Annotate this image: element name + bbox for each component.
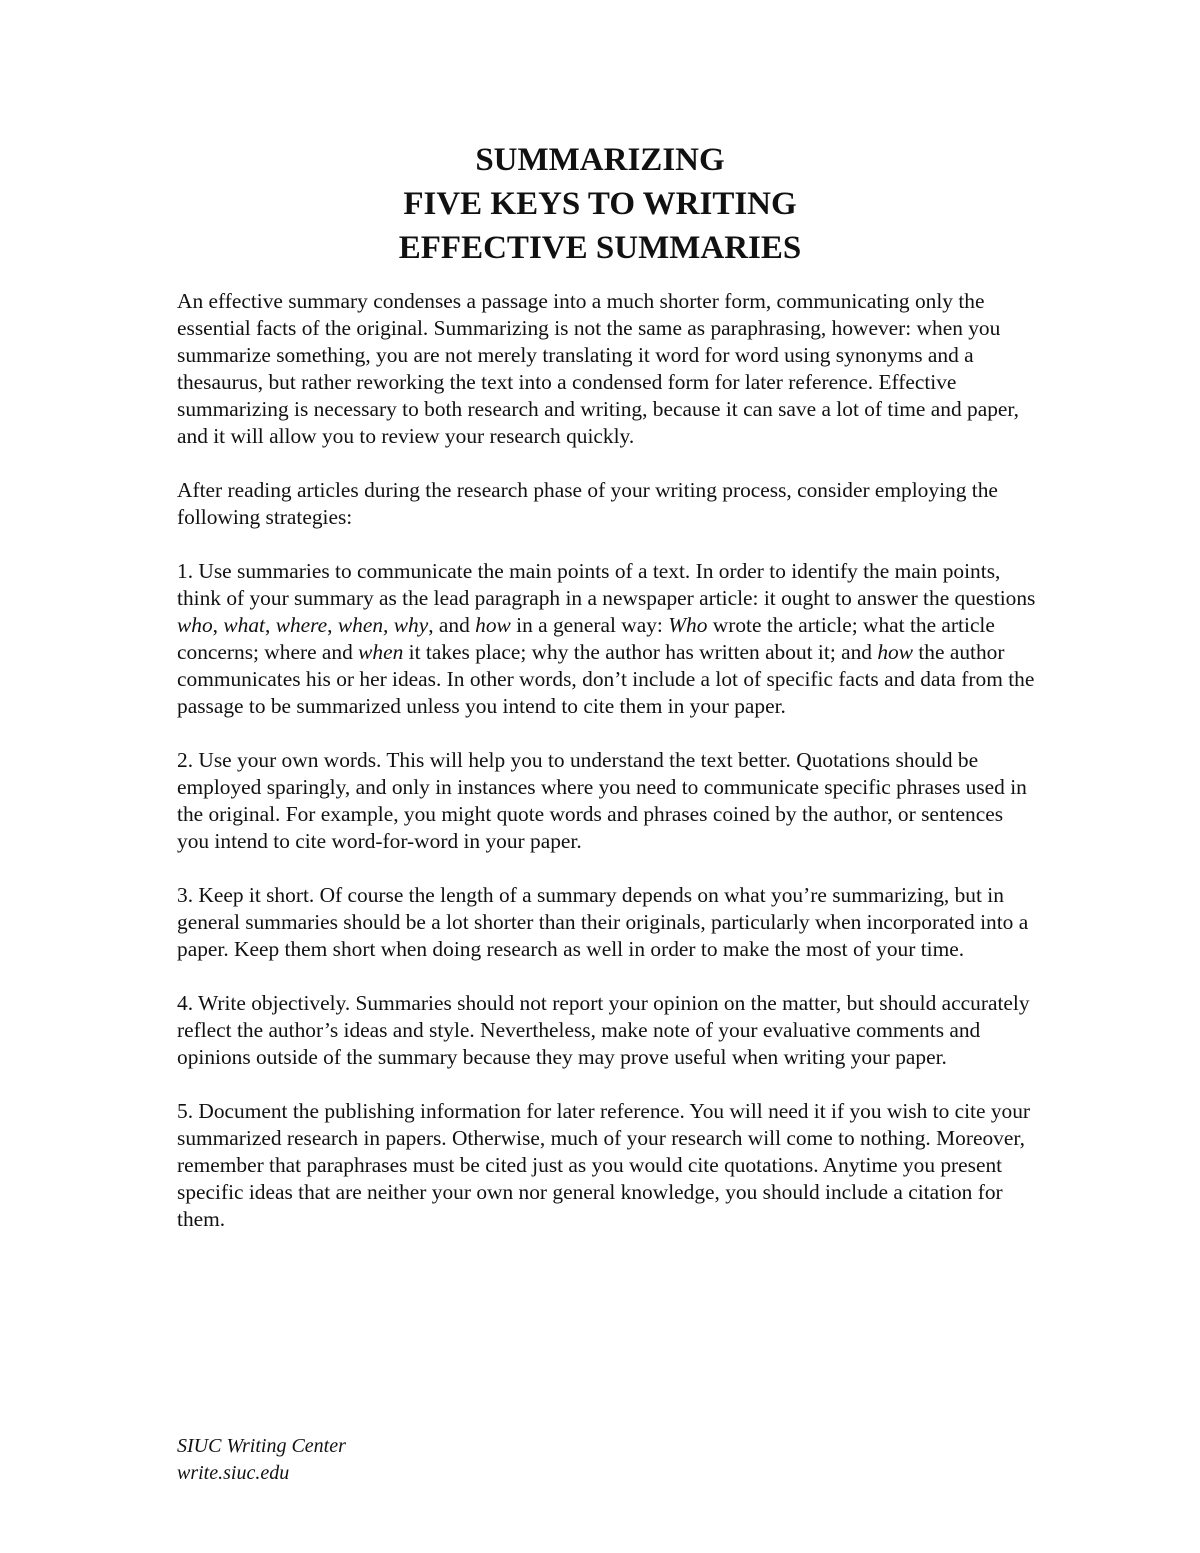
key-paragraph-2 [177,747,1037,855]
text-segment: , [212,613,224,637]
key-paragraph-3 [177,882,1037,963]
text-segment: 4. Write objectively. Summaries should not report your opinion on the matter, but should accurately reflect the author’s ideas and style. Nevertheless, make note of your evaluative comments and opinions outside of the summary because they may prove useful when writing your paper. [177,991,1030,1069]
text-segment: it takes place; why the author has written about it; and [403,640,878,664]
emphasized-word: when, [337,613,389,637]
emphasized-word: who [177,613,213,637]
text-segment: the author communicates his or her ideas. In other words, don’t include a lot of specific facts and data from the passage to be summarized unless you intend to cite them in your paper. [177,640,1035,718]
emphasized-word: what [223,613,265,637]
document-body [177,288,1037,1260]
intro-paragraph: An effective summary condenses a passage into a much shorter form, communicating only the essential facts of the original. Summarizing is not the same as paraphrasing, however: when you summarize something, you are not merely translating it word for word using synonyms and a thesaurus, but rather reworking the text into a condensed form for later reference. Effective summarizing is necessary to both research and writing, because it can save a lot of time and paper, and it will allow you to review your research quickly. [177,289,1019,448]
emphasized-word: Who [668,613,708,637]
key-paragraph-5 [177,1098,1037,1233]
emphasized-word: why [393,613,429,637]
text-segment: wrote the article; what the article concerns; where and [177,613,995,664]
text-segment: , and [428,613,476,637]
title-line-2: FIVE KEYS TO WRITING [403,186,797,222]
footer-url: write.siuc.edu [177,1462,290,1484]
text-segment: 1. Use summaries to communicate the main points of a text. In order to identify the main points, think of your summary as the lead paragraph in a newspaper article: it ought to answer the questions [177,559,1036,610]
document-title [0,138,1200,270]
text-segment: 3. Keep it short. Of course the length of a summary depends on what you’re summarizing, but in general summaries should be a lot shorter than their originals, particularly when incorporated into a paper. Keep them short when doing research as well in order to make the most of your time. [177,883,1029,961]
title-line-1: SUMMARIZING [475,142,725,178]
emphasized-word: where [275,613,328,637]
footer-org: SIUC Writing Center [177,1435,346,1457]
emphasized-word: when [358,640,404,664]
emphasized-word: how [877,640,914,664]
strategies-lead-paragraph: After reading articles during the research phase of your writing process, consider employing the following strategies: [177,478,998,529]
text-segment: 5. Document the publishing information for later reference. You will need it if you wish to cite your summarized research in papers. Otherwise, much of your research will come to nothing. Moreover, remember that paraphrases must be cited just as you would cite quotations. Anytime you present specific ideas that are neither your own nor general knowledge, you should include a citation for them. [177,1099,1031,1231]
title-line-3: EFFECTIVE SUMMARIES [398,230,802,266]
text-segment: , [264,613,276,637]
key-paragraph-1 [177,558,1037,720]
text-segment: , [327,613,338,637]
text-segment: in a general way: [510,613,669,637]
key-paragraph-4 [177,990,1037,1071]
emphasized-word: how [475,613,511,637]
footer-credit [177,1433,346,1487]
text-segment: 2. Use your own words. This will help you to understand the text better. Quotations should be employed sparingly, and only in instances where you need to communicate specific phrases used in the original. For example, you might quote words and phrases coined by the author, or sentences you intend to cite word-for-word in your paper. [177,748,1027,853]
